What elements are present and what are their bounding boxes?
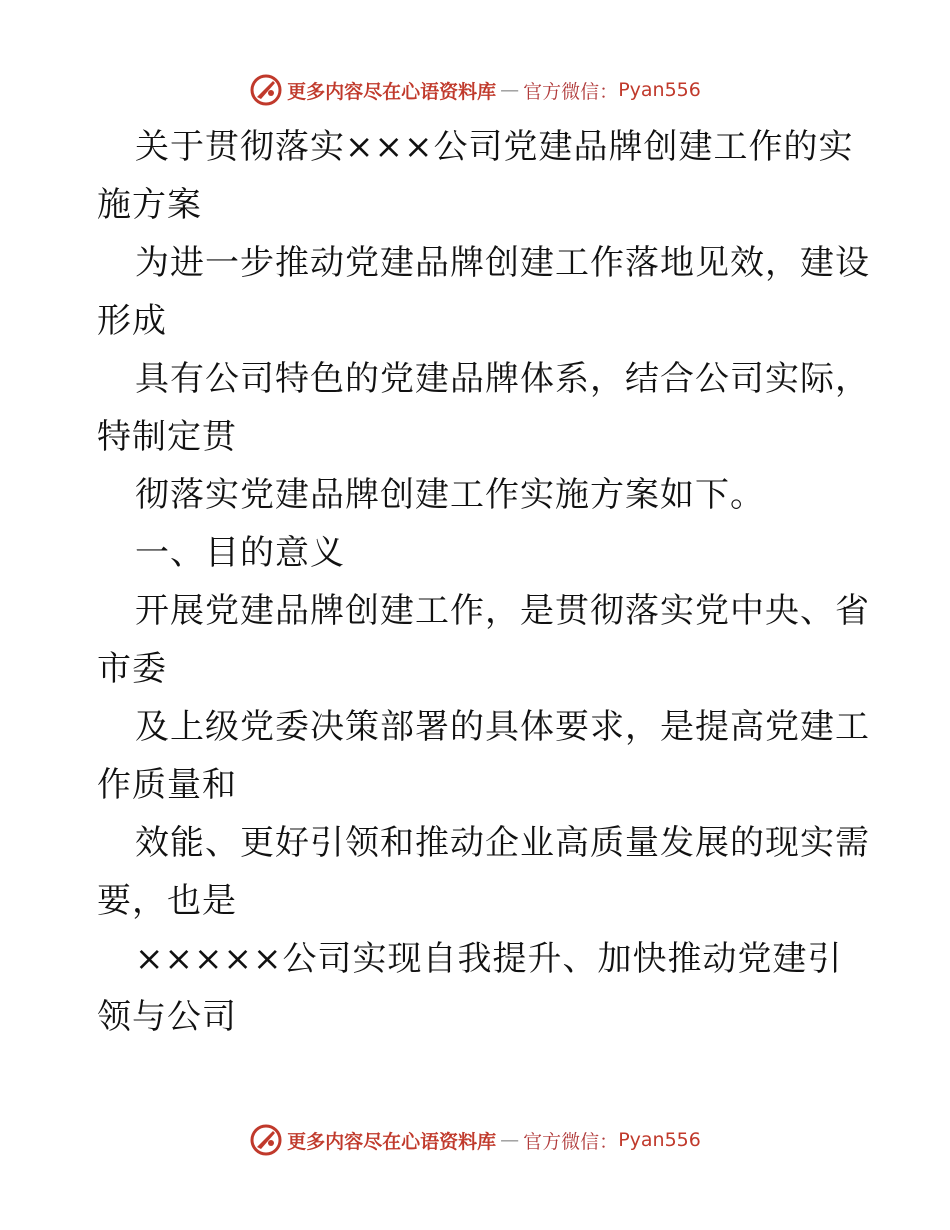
quill-logo-icon xyxy=(249,1123,283,1157)
doc-line: 彻落实党建品牌创建工作实施方案如下。 xyxy=(135,475,765,515)
doc-line: 关于贯彻落实×××公司党建品牌创建工作的实 xyxy=(135,127,854,167)
banner-wechat-label: 官方微信： xyxy=(523,1130,619,1153)
banner-wechat-id: Pyan556 xyxy=(618,79,701,101)
banner-dash: — xyxy=(500,79,520,101)
footer-watermark-banner xyxy=(0,1120,950,1160)
banner-wechat-id: Pyan556 xyxy=(618,1129,701,1151)
banner-brand-text: 更多内容尽在心语资料库 xyxy=(287,80,497,103)
document-body xyxy=(97,118,870,1046)
quill-logo-icon xyxy=(249,73,283,107)
doc-line: 为进一步推动党建品牌创建工作落地见效，建设 xyxy=(135,243,870,283)
doc-line: 领与公司 xyxy=(97,997,237,1037)
doc-line: 市委 xyxy=(97,649,167,689)
doc-line: 具有公司特色的党建品牌体系，结合公司实际， xyxy=(135,359,870,399)
doc-line: ×××××公司实现自我提升、加快推动党建引 xyxy=(135,939,843,979)
doc-line: 施方案 xyxy=(97,185,202,225)
doc-line: 一、目的意义 xyxy=(135,533,345,573)
doc-line: 特制定贯 xyxy=(97,417,237,457)
doc-line: 开展党建品牌创建工作，是贯彻落实党中央、省 xyxy=(135,591,870,631)
banner-wechat-label: 官方微信： xyxy=(523,80,619,103)
banner-dash: — xyxy=(500,1129,520,1151)
doc-line: 形成 xyxy=(97,301,167,341)
doc-line: 要，也是 xyxy=(97,881,237,921)
header-watermark-banner xyxy=(0,70,950,110)
doc-line: 及上级党委决策部署的具体要求，是提高党建工 xyxy=(135,707,870,747)
doc-line: 效能、更好引领和推动企业高质量发展的现实需 xyxy=(135,823,870,863)
banner-brand-text: 更多内容尽在心语资料库 xyxy=(287,1130,497,1153)
doc-line: 作质量和 xyxy=(97,765,237,805)
